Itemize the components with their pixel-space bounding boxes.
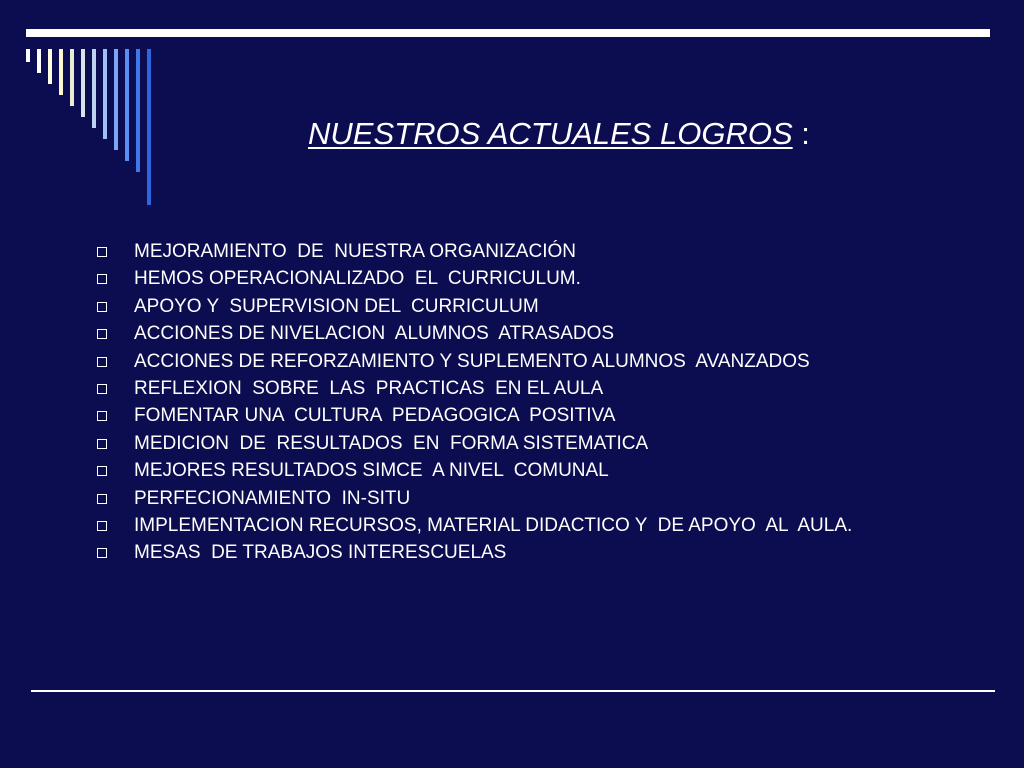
hollow-square-bullet-icon	[97, 247, 107, 257]
stripe-bar	[136, 49, 140, 172]
bullet-text: APOYO Y SUPERVISION DEL CURRICULUM	[134, 295, 539, 317]
bullet-text: IMPLEMENTACION RECURSOS, MATERIAL DIDACTICO Y DE APOYO AL AULA.	[134, 514, 853, 536]
bottom-rule	[31, 690, 995, 692]
bullet-item	[97, 402, 852, 429]
stripe-bar	[92, 49, 96, 128]
hollow-square-bullet-icon	[97, 384, 107, 394]
stripe-bar	[125, 49, 129, 161]
hollow-square-bullet-icon	[97, 494, 107, 504]
hollow-square-bullet-icon	[97, 329, 107, 339]
stripe-bar	[70, 49, 74, 106]
bullet-item	[97, 320, 852, 347]
bullet-text: MEDICION DE RESULTADOS EN FORMA SISTEMATICA	[134, 432, 649, 454]
hollow-square-bullet-icon	[97, 357, 107, 367]
stripe-bar	[114, 49, 118, 150]
bullet-item	[97, 457, 852, 484]
hollow-square-bullet-icon	[97, 521, 107, 531]
bullet-item	[97, 485, 852, 512]
stripe-bar	[103, 49, 107, 139]
bullet-text: REFLEXION SOBRE LAS PRACTICAS EN EL AULA	[134, 377, 604, 399]
decorative-stripes	[0, 0, 200, 220]
stripe-bar	[59, 49, 63, 95]
hollow-square-bullet-icon	[97, 466, 107, 476]
hollow-square-bullet-icon	[97, 548, 107, 558]
bullet-text: MEJORAMIENTO DE NUESTRA ORGANIZACIÓN	[134, 241, 576, 262]
bullet-item	[97, 238, 852, 265]
bullet-item	[97, 375, 852, 402]
slide-title-colon: :	[792, 116, 810, 151]
bullet-item	[97, 293, 852, 320]
bullet-text: MEJORES RESULTADOS SIMCE A NIVEL COMUNAL	[134, 460, 609, 482]
bullet-item	[97, 265, 852, 292]
slide-title-text: NUESTROS ACTUALES LOGROS	[308, 116, 793, 151]
bullet-item	[97, 512, 852, 539]
stripe-bar	[37, 49, 41, 73]
bullet-item	[97, 430, 852, 457]
hollow-square-bullet-icon	[97, 274, 107, 284]
stripe-bar	[26, 49, 30, 62]
slide-title	[308, 114, 810, 154]
bullet-text: MESAS DE TRABAJOS INTERESCUELAS	[134, 542, 507, 564]
stripe-bar	[81, 49, 85, 117]
bullet-text: PERFECIONAMIENTO IN-SITU	[134, 487, 411, 509]
hollow-square-bullet-icon	[97, 302, 107, 312]
bullet-text: FOMENTAR UNA CULTURA PEDAGOGICA POSITIVA	[134, 405, 616, 427]
bullet-text: ACCIONES DE REFORZAMIENTO Y SUPLEMENTO ALUMNOS AVANZADOS	[134, 350, 810, 372]
bullet-item	[97, 348, 852, 375]
hollow-square-bullet-icon	[97, 411, 107, 421]
stripe-bar	[48, 49, 52, 84]
bullet-list	[97, 238, 852, 567]
bullet-text: ACCIONES DE NIVELACION ALUMNOS ATRASADOS	[134, 323, 615, 345]
bullet-text: HEMOS OPERACIONALIZADO EL CURRICULUM.	[134, 268, 581, 290]
stripe-bar	[147, 49, 151, 205]
bullet-item	[97, 539, 852, 566]
hollow-square-bullet-icon	[97, 439, 107, 449]
